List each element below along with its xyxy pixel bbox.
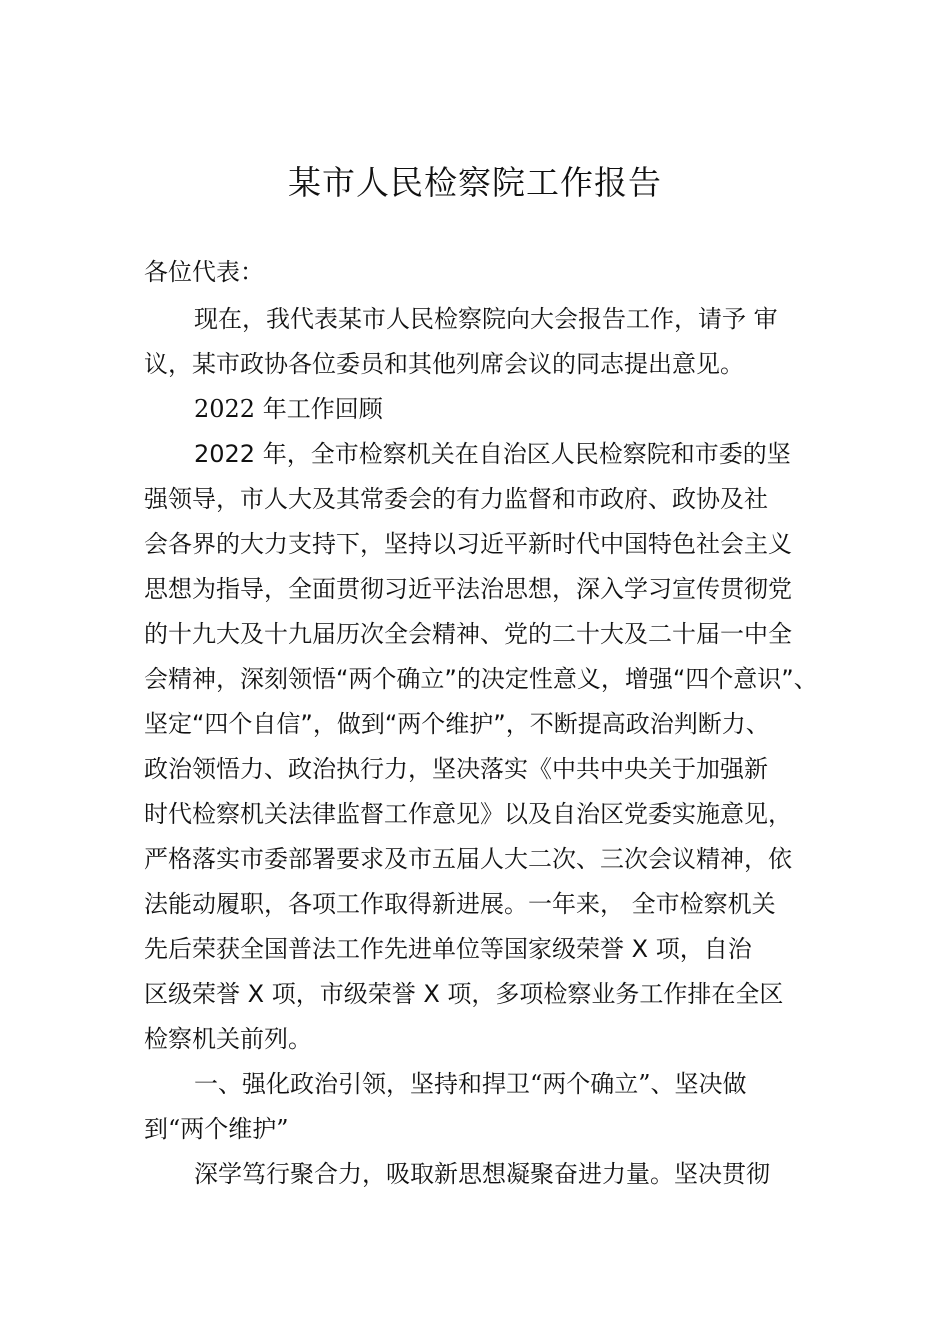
paragraph-line: 议，某市政协各位委员和其他列席会议的同志提出意见。 xyxy=(144,350,744,378)
paragraph-line: 检察机关前列。 xyxy=(144,1025,312,1053)
paragraph-line: 时代检察机关法律监督工作意见》以及自治区党委实施意见， xyxy=(144,800,792,828)
section-heading: 一、强化政治引领，坚持和捍卫“两个确立”、坚决做 xyxy=(194,1070,747,1098)
paragraph-line: 区级荣誉 X 项，市级荣誉 X 项，多项检察业务工作排在全区 xyxy=(144,980,784,1008)
paragraph-line: 先后荣获全国普法工作先进单位等国家级荣誉 X 项，自治 xyxy=(144,935,752,963)
paragraph-line: 强领导，市人大及其常委会的有力监督和市政府、政协及社 xyxy=(144,485,768,513)
paragraph-line: 会精神，深刻领悟“两个确立”的决定性意义，增强“四个意识”、 xyxy=(144,665,818,693)
paragraph-line: 会各界的大力支持下，坚持以习近平新时代中国特色社会主义 xyxy=(144,530,792,558)
paragraph-line: 严格落实市委部署要求及市五届人大二次、三次会议精神，依 xyxy=(144,845,792,873)
paragraph-line: 法能动履职，各项工作取得新进展。一年来， 全市检察机关 xyxy=(144,890,776,918)
salutation: 各位代表： xyxy=(144,258,264,286)
paragraph-line: 2022 年，全市检察机关在自治区人民检察院和市委的坚 xyxy=(194,440,791,468)
section-subheading: 2022 年工作回顾 xyxy=(194,395,383,423)
section-heading: 到“两个维护” xyxy=(144,1115,289,1143)
document-title: 某市人民检察院工作报告 xyxy=(288,163,662,202)
paragraph-line: 深学笃行聚合力，吸取新思想凝聚奋进力量。坚决贯彻 xyxy=(194,1160,770,1188)
paragraph-line: 现在，我代表某市人民检察院向大会报告工作，请予 审 xyxy=(194,305,778,333)
paragraph-line: 坚定“四个自信”，做到“两个维护”，不断提高政治判断力、 xyxy=(144,710,770,738)
paragraph-line: 思想为指导，全面贯彻习近平法治思想，深入学习宣传贯彻党 xyxy=(144,575,792,603)
paragraph-line: 的十九大及十九届历次全会精神、党的二十大及二十届一中全 xyxy=(144,620,792,648)
paragraph-line: 政治领悟力、政治执行力，坚决落实《中共中央关于加强新 xyxy=(144,755,768,783)
